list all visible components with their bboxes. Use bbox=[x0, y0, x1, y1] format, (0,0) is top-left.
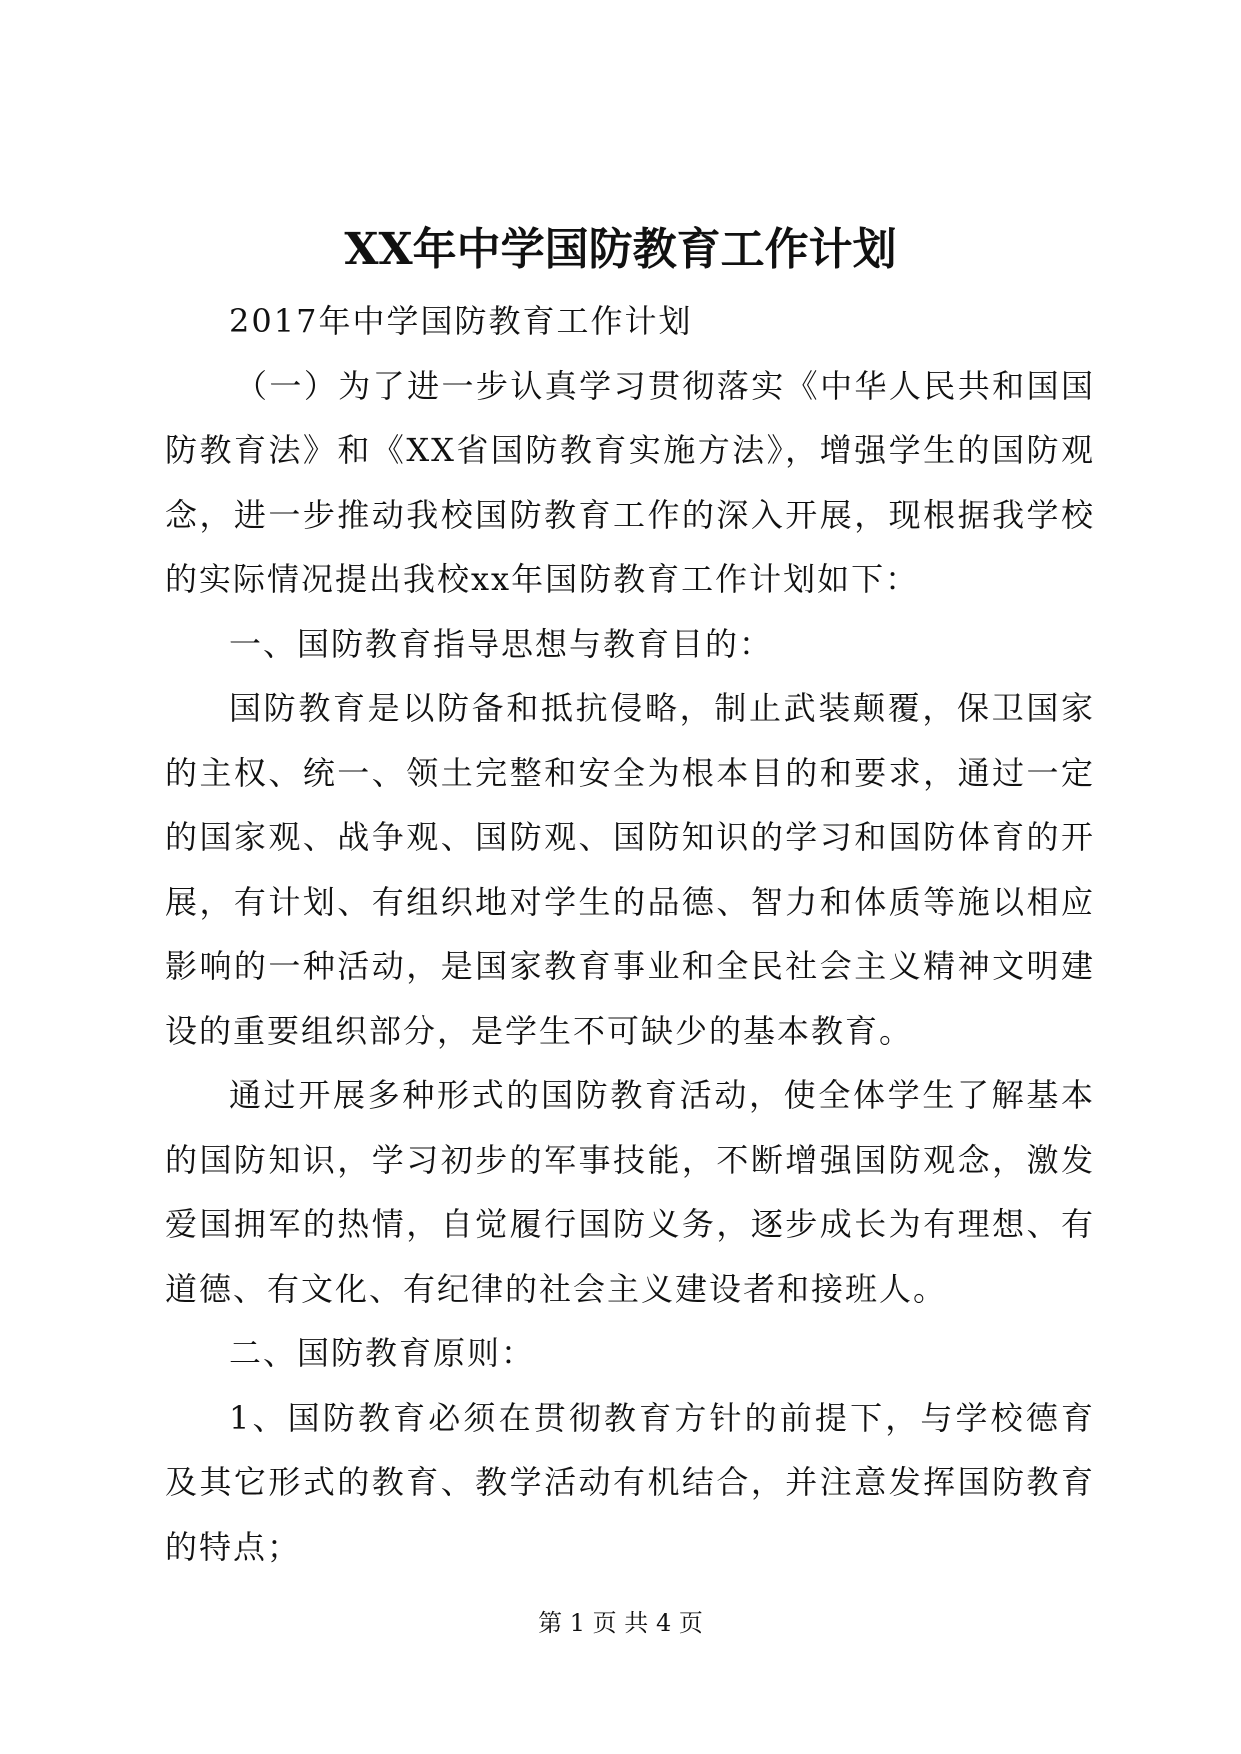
page-number-footer: 第 1 页 共 4 页 bbox=[538, 1609, 703, 1637]
document-body bbox=[165, 289, 1095, 1579]
paragraph-intro: （一）为了进一步认真学习贯彻落实《中华人民共和国国防教育法》和《XX省国防教育实施方法》，增强学生的国防观念，进一步推动我校国防教育工作的深入开展，现根据我学校的实际情况提出我校xx年国防教育工作计划如下： bbox=[165, 366, 1095, 598]
paragraph-principle-1: 1、国防教育必须在贯彻教育方针的前提下，与学校德育及其它形式的教育、教学活动有机结合，并注意发挥国防教育的特点； bbox=[165, 1398, 1095, 1566]
paragraph-definition: 国防教育是以防备和抵抗侵略，制止武装颠覆，保卫国家的主权、统一、领土完整和安全为根本目的和要求，通过一定的国家观、战争观、国防观、国防知识的学习和国防体育的开展，有计划、有组织地对学生的品德、智力和体质等施以相应影响的一种活动，是国家教育事业和全民社会主义精神文明建设的重要组织部分，是学生不可缺少的基本教育。 bbox=[165, 689, 1095, 1050]
paragraph-subtitle: 2017年中学国防教育工作计划 bbox=[229, 302, 693, 340]
section-heading-2: 二、国防教育原则： bbox=[229, 1334, 536, 1372]
section-heading-1: 一、国防教育指导思想与教育目的： bbox=[229, 624, 774, 663]
paragraph-goals: 通过开展多种形式的国防教育活动，使全体学生了解基本的国防知识，学习初步的军事技能，不断增强国防观念，激发爱国拥军的热情，自觉履行国防义务，逐步成长为有理想、有道德、有文化、有纪律的社会主义建设者和接班人。 bbox=[165, 1076, 1095, 1308]
document-title: XX年中学国防教育工作计划 bbox=[344, 224, 897, 275]
